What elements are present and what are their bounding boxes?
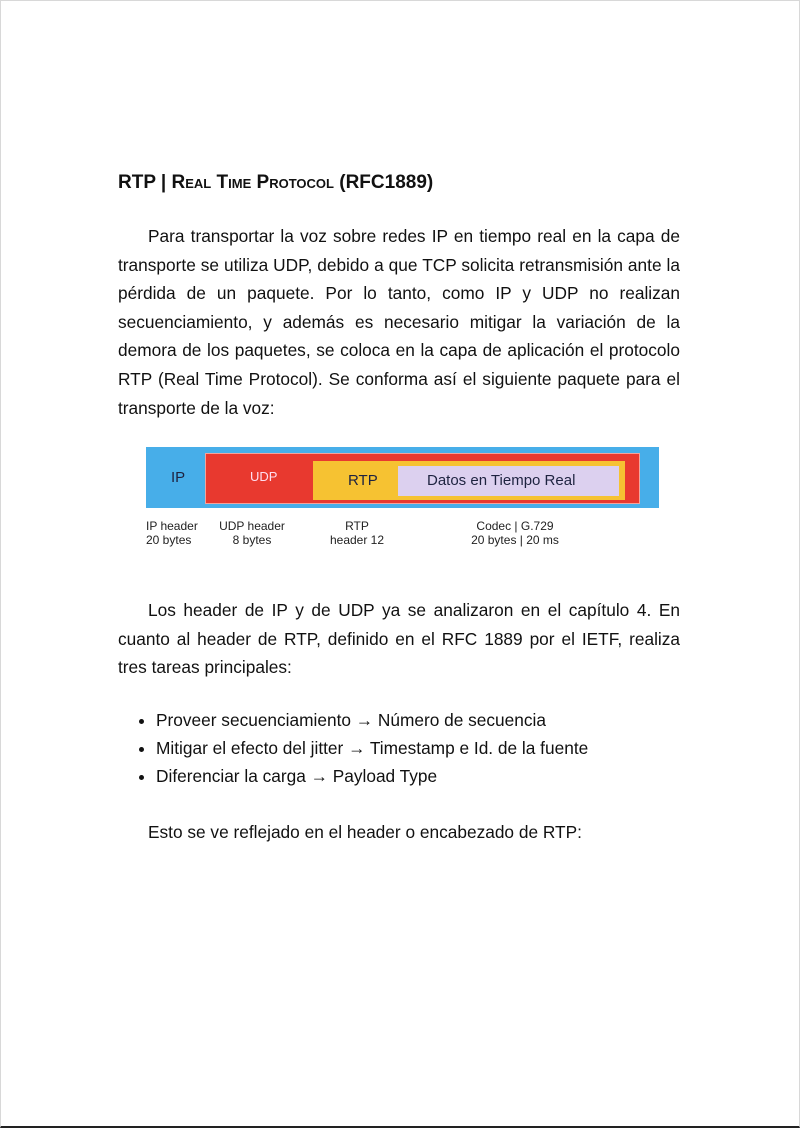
ip-block-label: IP bbox=[171, 469, 186, 486]
caption-line: IP header bbox=[146, 519, 198, 533]
paragraph-intro: Para transportar la voz sobre redes IP en tiempo real en la capa de transporte se utiliza UDP, debido a que TCP solicita retransmisión ante la pérdida de un paquete. Por lo tanto, como IP y UDP no realizan secuenciamiento, y además es necesario mitigar la variación de la demora de los paquetes, se coloca en la capa de aplicación el protocolo RTP (Real Time Protocol). Se conforma así el siguiente paquete para el transporte de la voz: bbox=[118, 226, 680, 418]
section-heading bbox=[118, 172, 433, 194]
list-item: • Mitigar el efecto del jitter → Timestamp e Id. de la fuente bbox=[156, 734, 588, 762]
caption-line: 20 bytes | 20 ms bbox=[471, 533, 559, 547]
heading-prefix: RTP | bbox=[118, 172, 172, 193]
caption-line: Codec | G.729 bbox=[476, 519, 554, 533]
caption-line: header 12 bbox=[329, 533, 385, 547]
caption-line: RTP bbox=[345, 519, 369, 533]
rtp-block-label: RTP bbox=[348, 472, 378, 489]
heading-main: Real Time Protocol bbox=[171, 172, 334, 193]
caption-udp bbox=[212, 519, 292, 547]
task-list bbox=[118, 706, 588, 790]
caption-ip bbox=[146, 519, 198, 547]
caption-rtp bbox=[322, 519, 392, 547]
data-block-label: Datos en Tiempo Real bbox=[427, 472, 576, 489]
list-item: • Diferenciar la carga → Payload Type bbox=[156, 762, 588, 790]
packet-diagram-data bbox=[398, 466, 619, 496]
caption-codec bbox=[460, 519, 570, 547]
paragraph-closing: Esto se ve reflejado en el header o encabezado de RTP: bbox=[148, 822, 582, 842]
caption-line: 8 bytes bbox=[232, 533, 272, 547]
caption-line: UDP header bbox=[219, 519, 285, 533]
paragraph-headers: Los header de IP y de UDP ya se analizaron en el capítulo 4. En cuanto al header de RTP, definido en el RFC 1889 por el IETF, realiza tres tareas principales: bbox=[118, 600, 680, 678]
packet-diagram-ip bbox=[146, 447, 659, 508]
udp-block-label: UDP bbox=[250, 469, 278, 484]
list-item: • Proveer secuenciamiento → Número de secuencia bbox=[156, 706, 588, 734]
heading-suffix: (RFC1889) bbox=[333, 172, 434, 193]
caption-line: 20 bytes bbox=[146, 533, 192, 547]
